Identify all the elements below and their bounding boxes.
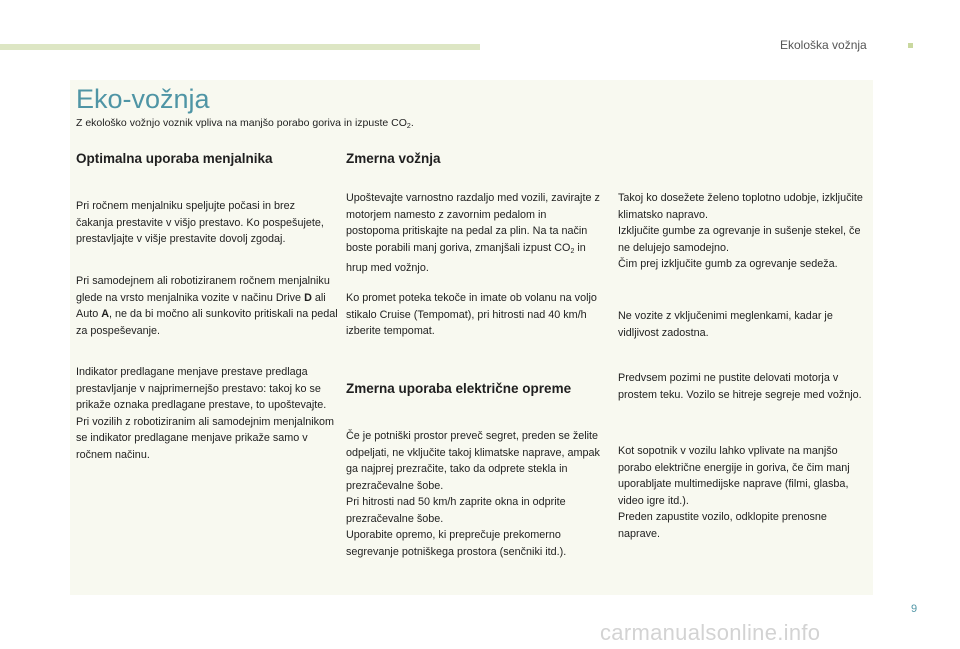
paragraph: Izključite gumbe za ogrevanje in sušenje stekel, če ne delujejo samodejno. xyxy=(618,225,861,254)
paragraph: Preden zapustite vozilo, odklopite prenosne naprave. xyxy=(618,511,827,540)
page-number: 9 xyxy=(911,603,918,615)
paragraph: Pri vozilih z robotiziranim ali samodejnim menjalnikom se indikator predlagane menjave prikaže samo v ročnem načinu. xyxy=(76,415,335,461)
paragraph: Pri samodejnem ali robotiziranem ročnem menjalniku glede na vrsto menjalnika vozite v načinu Drive D ali Auto A, ne da bi močno ali sunkovito pritiskali na pedal za pospeševanje. xyxy=(76,275,338,337)
paragraph: Ne vozite z vključenimi meglenkami, kadar je vidljivost zadostna. xyxy=(618,310,833,339)
page-title: Eko-vožnja xyxy=(76,84,210,114)
paragraph-group xyxy=(76,364,334,463)
section-label: Ekološka vožnja xyxy=(780,38,867,52)
paragraph: Kot sopotnik v vozilu lahko vplivate na manjšo porabo električne energije in goriva, če čim manj uporabljate multimedijske naprave (filmi, glasba, video igre itd.). xyxy=(618,445,850,507)
paragraph: Če je potniški prostor preveč segret, preden se želite odpeljati, ne vključite takoj klimatske naprave, ampak ga najprej prezračite, tako da odprete stekla in prezračevalne šobe. xyxy=(346,430,600,492)
heading-electrical-equipment: Zmerna uporaba električne opreme xyxy=(346,381,572,396)
paragraph-group xyxy=(618,190,870,273)
paragraph: Predvsem pozimi ne pustite delovati motorja v prostem teku. Vozilo se hitreje segreje med vožnjo. xyxy=(618,372,862,401)
page-subtitle: Z ekološko vožnjo voznik vpliva na manjšo porabo goriva in izpuste $CO_2$. xyxy=(76,117,414,130)
paragraph-group xyxy=(618,443,870,542)
paragraph: Upoštevajte varnostno razdaljo med vozili, zavirajte z motorjem namesto z zavornim pedalom in postopoma pritiskajte na pedal za plin. Na ta način boste porabili manj goriva, zmanjšali izpust $CO_2$ in hrup med vožnjo. xyxy=(346,192,600,274)
heading-moderate-driving: Zmerna vožnja xyxy=(346,151,441,166)
watermark: carmanualsonline.info xyxy=(600,620,821,645)
paragraph: Ko promet poteka tekoče in imate ob volanu na voljo stikalo Cruise (Tempomat), pri hitrosti nad 40 km/h izberite tempomat. xyxy=(346,292,597,337)
heading-gearbox: Optimalna uporaba menjalnika xyxy=(76,151,273,166)
paragraph-group xyxy=(346,428,604,560)
paragraph: Indikator predlagane menjave prestave predlaga prestavljanje v najprimernejšo prestavo: takoj ko se prikaže oznaka predlagane prestave, to upoštevajte. xyxy=(76,366,327,411)
paragraph: Pri ročnem menjalniku speljujte počasi in brez čakanja prestavite v višjo prestavo. Ko pospešujete, prestavljajte v višje prestavite dovolj zgodaj. xyxy=(76,200,324,245)
paragraph: Pri hitrosti nad 50 km/h zaprite okna in odprite prezračevalne šobe. xyxy=(346,496,566,525)
paragraph: Takoj ko dosežete želeno toplotno udobje, izključite klimatsko napravo. xyxy=(618,192,863,221)
header-accent-bar xyxy=(0,44,480,50)
paragraph: Uporabite opremo, ki preprečuje prekomerno segrevanje potniškega prostora (senčniki itd.). xyxy=(346,529,567,558)
section-marker xyxy=(908,43,913,48)
paragraph: Čim prej izključite gumb za ogrevanje sedeža. xyxy=(618,258,838,270)
